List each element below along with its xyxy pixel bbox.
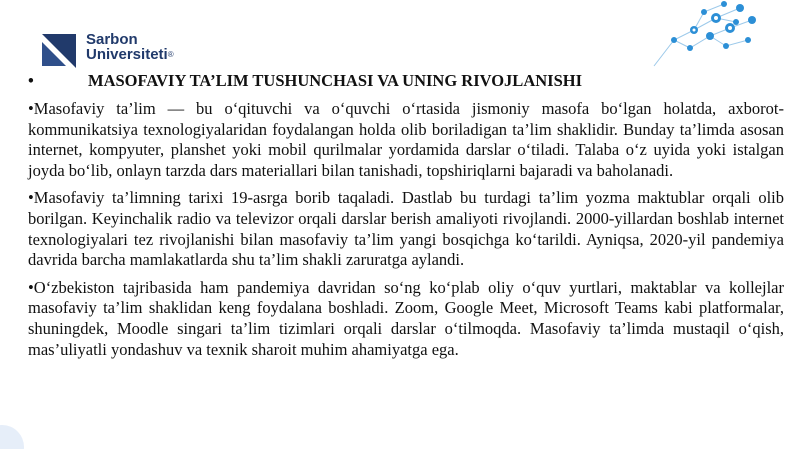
slide-title <box>28 71 788 91</box>
registered-mark: ® <box>167 50 174 59</box>
logo-line-1: Sarbon <box>86 31 138 48</box>
sarbon-logo-icon <box>40 32 78 68</box>
logo-line-2: Universiteti <box>86 46 168 63</box>
university-logo <box>40 32 174 68</box>
paragraph-definition: •Masofaviy ta’lim — bu o‘qituvchi va o‘quvchi o‘rtasida jismoniy masofa bo‘lgan holatda, axborot-kommunikatsiya texnologiyalaridan foydalangan holda olib boriladigan ta’lim shaklidir. Bunday ta’limda asosan internet, kompyuter, planshet yoki mobil qurilmalar yordamida darslar o‘tiladi. Talaba o‘z uyida yoki istalgan joyda bo‘lib, onlayn tarzda dars materiallari bilan tanishadi, topshiriqlarni bajaradi va baholanadi. <box>28 99 784 180</box>
paragraph-history: •Masofaviy ta’limning tarixi 19-asrga borib taqaladi. Dastlab bu turdagi ta’lim yozma maktublar orqali olib borilgan. Keyinchalik radio va televizor orqali darslar berish amaliyoti rivojlandi. 2000-yillardan boshlab internet texnologiyalari tez rivojlanishi bilan masofaviy ta’lim yangi bosqichga ko‘tarildi. Ayniqsa, 2020-yil pandemiya davrida barcha mamlakatlarda shu ta’lim shakli zaruratga aylandi. <box>28 188 784 270</box>
tech-network-icon <box>644 0 762 70</box>
corner-decoration <box>0 409 40 449</box>
slide-body <box>28 99 784 367</box>
paragraph-uzbekistan: •O‘zbekiston tajribasida ham pandemiya davridan so‘ng ko‘plab oliy o‘quv yurtlari, maktablar va kollejlar masofaviy ta’lim shaklidan keng foydalana boshladi. Zoom, Google Meet, Microsoft Teams kabi platformalar, shuningdek, Moodle singari ta’lim tizimlari orqali darslar o‘tilmoqda. Masofaviy ta’limda mustaqil o‘qish, mas’uliyatli yondashuv va texnik sharoit muhim ahamiyatga ega. <box>28 277 784 359</box>
slide-title-text: MASOFAVIY TA’LIM TUSHUNCHASI VA UNING RIVOJLANISHI <box>88 71 583 90</box>
logo-text <box>86 32 174 62</box>
title-bullet: • <box>28 71 34 90</box>
